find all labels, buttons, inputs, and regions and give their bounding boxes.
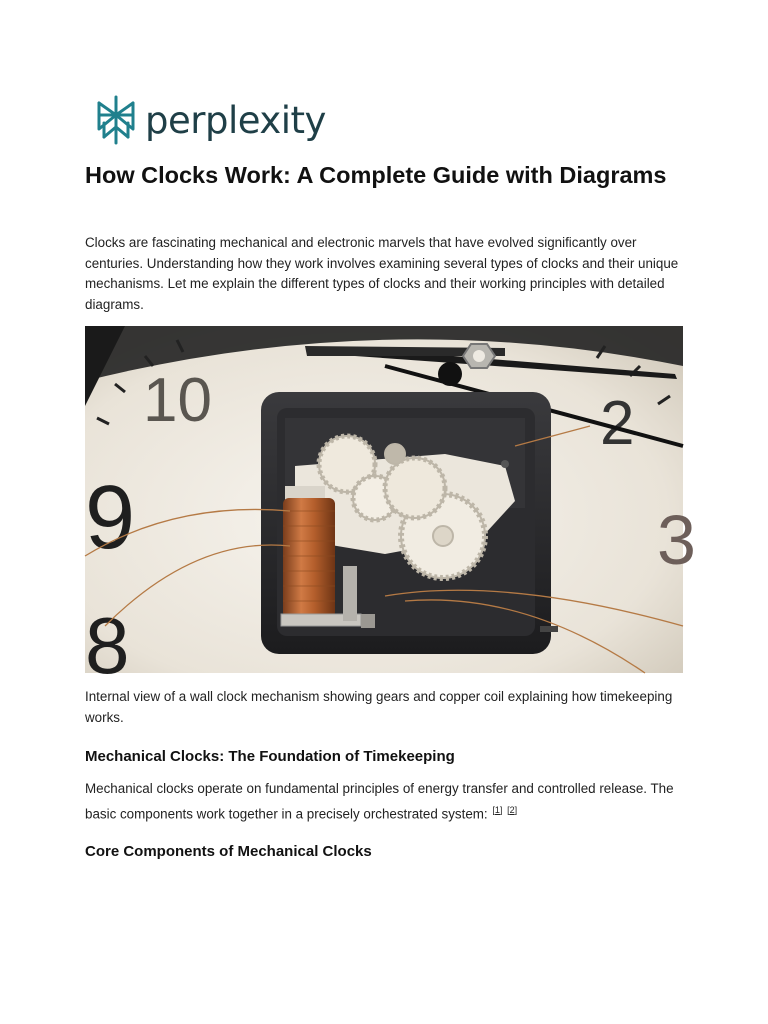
section-paragraph: [85, 779, 685, 824]
section-text: Mechanical clocks operate on fundamental principles of energy transfer and controlled release. The basic components work together in a precisely orchestrated system:: [85, 781, 674, 821]
brand-logo: [95, 95, 326, 145]
clock-mechanism-photo: [85, 326, 696, 690]
dial-number-8: 8: [85, 601, 130, 690]
article-title: How Clocks Work: A Complete Guide with Diagrams: [85, 162, 667, 188]
intro-paragraph: Clocks are fascinating mechanical and electronic marvels that have evolved significantly over centuries. Understanding how they work involves examining several types of clocks and their unique mechanisms. Let me explain the different types of clocks and their working principles with detailed diagrams.: [85, 235, 679, 312]
citation-link-2[interactable]: [2]: [507, 804, 518, 815]
perplexity-logo-icon: [95, 95, 137, 145]
section-heading: Mechanical Clocks: The Foundation of Timekeeping: [85, 748, 455, 765]
dial-number-2: 2: [600, 389, 635, 458]
dial-number-10: 10: [143, 366, 212, 435]
clock-mechanism-illustration: [85, 326, 696, 690]
citation-link-1[interactable]: [1]: [492, 804, 503, 815]
dial-number-9: 9: [85, 468, 136, 568]
brand-name: perplexity: [145, 98, 326, 142]
subsection-heading: Core Components of Mechanical Clocks: [85, 843, 372, 860]
image-caption: Internal view of a wall clock mechanism showing gears and copper coil explaining how timekeeping works.: [85, 689, 673, 725]
dial-number-3: 3: [657, 501, 696, 579]
